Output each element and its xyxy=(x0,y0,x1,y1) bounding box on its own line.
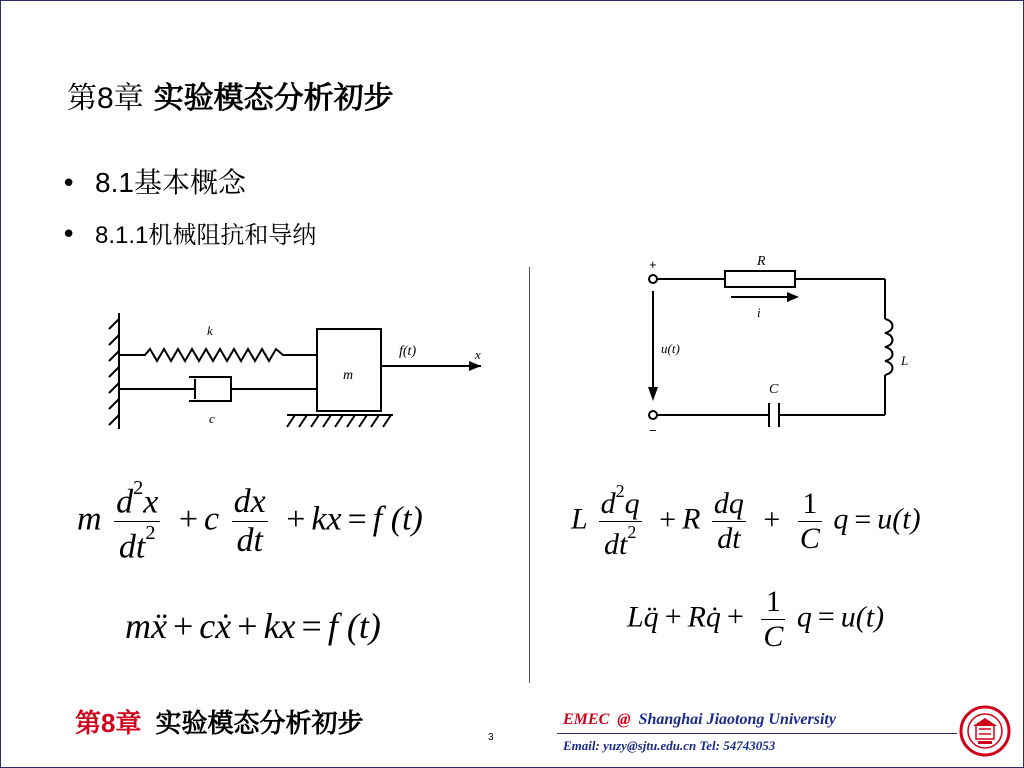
rlc-circuit-diagram xyxy=(641,251,911,436)
eq-fraction xyxy=(599,481,642,562)
title-text: 实验模态分析初步 xyxy=(153,81,394,116)
eq-term: C xyxy=(763,620,784,653)
eq-term: cẋ xyxy=(199,606,232,646)
bullet-text: 基本概念 xyxy=(133,166,246,199)
source-label: u(t) xyxy=(661,341,680,356)
eq-term: d xyxy=(600,487,616,521)
bullet-item xyxy=(61,161,246,201)
eq-operator: + xyxy=(664,600,682,634)
footer-divider xyxy=(557,733,957,734)
eq-operator: = xyxy=(301,606,322,646)
eq-operator: + xyxy=(237,606,258,646)
eq-term: m xyxy=(77,500,102,538)
eq-term: dt xyxy=(603,528,628,562)
eq-term: u(t) xyxy=(877,502,921,536)
eq-term: x xyxy=(143,483,159,521)
eq-term: R xyxy=(682,502,701,536)
footer-chapter-title xyxy=(75,703,364,740)
eq-operator: = xyxy=(817,600,835,634)
bullet-item xyxy=(61,215,316,250)
eq-term: kx xyxy=(263,606,296,646)
bullet-number: 8.1.1 xyxy=(95,222,149,249)
title-prefix: 第 xyxy=(67,81,97,116)
eq-term: dt xyxy=(712,521,746,556)
eq-fraction xyxy=(798,487,822,556)
footer-chapter-text: 实验模态分析初步 xyxy=(155,709,364,739)
current-arrow-icon xyxy=(787,292,799,302)
eq-term: f (t) xyxy=(372,500,423,538)
eq-operator: + xyxy=(178,500,199,538)
voltage-arrow-icon xyxy=(648,387,658,401)
footer-chapter-number: 8 xyxy=(101,708,116,738)
eq-superscript: 2 xyxy=(615,481,625,501)
eq-term: q xyxy=(833,502,849,536)
mechanical-equation-short xyxy=(125,605,381,647)
eq-fraction xyxy=(761,585,785,654)
eq-term: c xyxy=(204,500,220,538)
emec-label: EMEC xyxy=(563,711,610,728)
footer-chapter-label xyxy=(75,709,142,739)
bullet-dot-icon: • xyxy=(61,169,77,199)
eq-operator: + xyxy=(286,500,306,538)
eq-term: dx xyxy=(233,483,266,521)
spring-mass-damper-diagram xyxy=(97,309,497,439)
force-label: f(t) xyxy=(399,344,417,359)
university-name: Shanghai Jiaotong University xyxy=(638,711,836,728)
eq-term: d xyxy=(116,483,134,521)
contact-info: Email: yuzy@sjtu.edu.cn Tel: 54743053 xyxy=(563,738,776,753)
electrical-equation-full xyxy=(571,481,921,562)
eq-term: L xyxy=(571,502,588,536)
current-label: i xyxy=(757,305,761,320)
column-divider xyxy=(529,267,530,683)
resistor-label: R xyxy=(757,254,766,269)
eq-term: kx xyxy=(311,500,342,538)
eq-operator: = xyxy=(347,500,367,538)
eq-operator: + xyxy=(659,502,677,536)
electrical-equation-short xyxy=(627,585,884,654)
eq-fraction xyxy=(114,477,160,567)
mechanical-equation-full xyxy=(77,477,423,567)
eq-term: dt xyxy=(232,521,268,560)
minus-terminal: − xyxy=(649,423,657,436)
at-symbol: @ xyxy=(617,711,631,728)
eq-superscript: 2 xyxy=(133,477,144,499)
eq-term: Rq̇ xyxy=(687,600,721,634)
inductor-label: L xyxy=(901,353,909,368)
spring-label: k xyxy=(207,323,213,338)
page-number: 3 xyxy=(488,732,494,743)
eq-term: Lq̈ xyxy=(627,600,659,634)
eq-term: 1 xyxy=(802,487,818,521)
displacement-axis-label: x xyxy=(475,347,481,362)
eq-fraction xyxy=(712,487,746,556)
footer-chapter-suffix: 章 xyxy=(115,709,142,739)
footer-affiliation xyxy=(563,711,836,729)
eq-operator: + xyxy=(763,502,781,536)
eq-fraction xyxy=(232,483,268,560)
eq-term: mẍ xyxy=(125,606,167,646)
university-logo-icon xyxy=(959,705,1011,757)
eq-term: dt xyxy=(118,528,146,566)
damper-label: c xyxy=(209,411,215,426)
bullet-number: 8.1 xyxy=(95,167,134,198)
mass-label: m xyxy=(343,368,354,383)
capacitor-label: C xyxy=(769,382,779,397)
eq-superscript: 2 xyxy=(145,522,156,545)
eq-operator: + xyxy=(726,600,744,634)
eq-operator: + xyxy=(172,606,194,646)
title-chapter-char: 章 xyxy=(113,81,144,116)
eq-term: dq xyxy=(713,487,744,521)
eq-term: u(t) xyxy=(840,600,885,634)
plus-terminal: + xyxy=(649,257,657,272)
eq-term: q xyxy=(624,487,640,521)
eq-term: f (t) xyxy=(327,606,381,646)
eq-term: C xyxy=(799,522,820,556)
eq-term: q xyxy=(796,600,812,634)
slide-title xyxy=(67,73,394,117)
eq-superscript: 2 xyxy=(627,522,637,543)
eq-term: 1 xyxy=(765,585,781,618)
footer-chapter-prefix: 第 xyxy=(75,709,102,739)
bullet-text: 机械阻抗和导纳 xyxy=(148,221,317,249)
title-chapter-number: 8 xyxy=(97,82,114,115)
eq-operator: = xyxy=(854,502,872,536)
bullet-dot-icon: • xyxy=(61,220,77,250)
force-arrow-icon xyxy=(469,361,481,371)
